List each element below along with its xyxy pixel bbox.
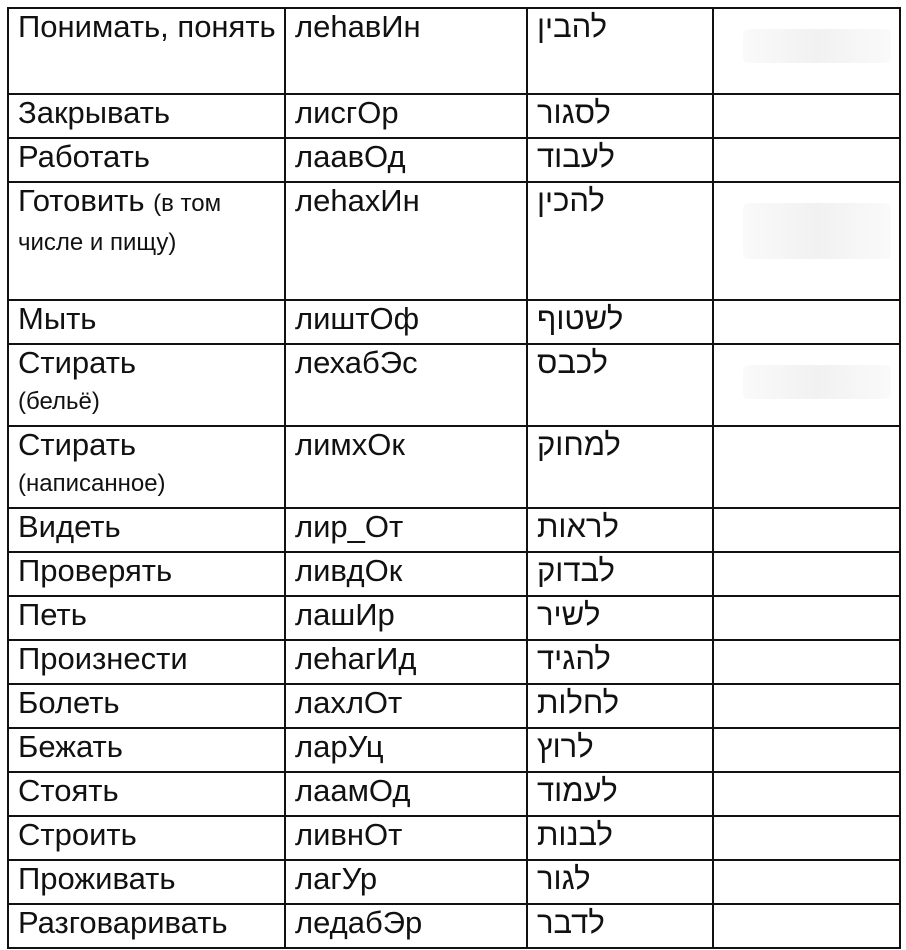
empty-cell xyxy=(713,684,900,728)
russian-word-cell xyxy=(8,426,285,508)
empty-cell xyxy=(713,596,900,640)
hebrew-word-cell xyxy=(527,860,713,904)
table-row xyxy=(8,182,900,300)
hebrew-word: לדבר xyxy=(537,905,605,940)
hebrew-word-cell xyxy=(527,300,713,344)
russian-word: Произнести xyxy=(18,641,188,676)
faded-mark xyxy=(743,203,891,259)
empty-cell xyxy=(713,8,900,94)
transliteration-cell xyxy=(285,596,527,640)
transliteration-cell xyxy=(285,8,527,94)
transliteration: ливнОт xyxy=(295,817,403,852)
russian-word: Проверять xyxy=(18,553,173,588)
table-row xyxy=(8,860,900,904)
table-row xyxy=(8,904,900,948)
transliteration-cell xyxy=(285,138,527,182)
transliteration-cell xyxy=(285,904,527,948)
transliteration-cell xyxy=(285,552,527,596)
transliteration-cell xyxy=(285,728,527,772)
russian-word: Работать xyxy=(18,139,150,174)
hebrew-word: להגיד xyxy=(537,641,611,676)
hebrew-word: לעמוד xyxy=(537,773,618,808)
transliteration: леhавИн xyxy=(295,9,421,44)
empty-cell xyxy=(713,552,900,596)
russian-word: Бежать xyxy=(18,729,123,764)
hebrew-word-cell xyxy=(527,8,713,94)
russian-word-cell xyxy=(8,138,285,182)
empty-cell xyxy=(713,640,900,684)
table-row xyxy=(8,640,900,684)
hebrew-word-cell xyxy=(527,94,713,138)
transliteration: лехабЭс xyxy=(295,345,418,380)
russian-word-cell xyxy=(8,596,285,640)
russian-word: Строить xyxy=(18,817,137,852)
table-row xyxy=(8,552,900,596)
hebrew-word: להכין xyxy=(537,183,605,218)
hebrew-word-cell xyxy=(527,426,713,508)
faded-mark xyxy=(743,29,891,63)
hebrew-word: לרוץ xyxy=(537,729,594,764)
transliteration-cell xyxy=(285,640,527,684)
russian-word-cell xyxy=(8,860,285,904)
hebrew-word-cell xyxy=(527,344,713,426)
empty-cell xyxy=(713,904,900,948)
hebrew-word: לעבוד xyxy=(537,139,615,174)
table-row xyxy=(8,138,900,182)
transliteration-cell xyxy=(285,300,527,344)
transliteration: леhахИн xyxy=(295,183,420,218)
transliteration-cell xyxy=(285,182,527,300)
russian-word-cell xyxy=(8,728,285,772)
transliteration-cell xyxy=(285,684,527,728)
empty-cell xyxy=(713,182,900,300)
vocabulary-table xyxy=(7,7,901,949)
empty-cell xyxy=(713,94,900,138)
russian-word-cell xyxy=(8,182,285,300)
table-row xyxy=(8,344,900,426)
russian-word: Болеть xyxy=(18,685,120,720)
transliteration: лаавОд xyxy=(295,139,406,174)
empty-cell xyxy=(713,508,900,552)
russian-word-cell xyxy=(8,904,285,948)
hebrew-word: לשיר xyxy=(537,597,601,632)
russian-word: Проживать xyxy=(18,861,176,896)
hebrew-word: לגור xyxy=(537,861,591,896)
russian-word-cell xyxy=(8,344,285,426)
transliteration-cell xyxy=(285,816,527,860)
transliteration-cell xyxy=(285,94,527,138)
hebrew-word-cell xyxy=(527,728,713,772)
table-row xyxy=(8,728,900,772)
russian-word: Стирать xyxy=(18,427,137,462)
hebrew-word: למחוק xyxy=(537,427,621,462)
usage-note: (написанное) xyxy=(18,470,166,497)
table-row xyxy=(8,816,900,860)
russian-word: Видеть xyxy=(18,509,121,544)
russian-word-cell xyxy=(8,94,285,138)
table-row xyxy=(8,426,900,508)
usage-note: (в том числе и пищу) xyxy=(18,190,222,256)
hebrew-word-cell xyxy=(527,508,713,552)
transliteration: лир_От xyxy=(295,509,404,544)
russian-word: Понимать, понять xyxy=(18,9,276,44)
transliteration-cell xyxy=(285,508,527,552)
hebrew-word: לחלות xyxy=(537,685,620,720)
transliteration: лахлОт xyxy=(295,685,403,720)
table-row xyxy=(8,8,900,94)
hebrew-word-cell xyxy=(527,904,713,948)
transliteration-cell xyxy=(285,344,527,426)
transliteration: леhагИд xyxy=(295,641,417,676)
empty-cell xyxy=(713,860,900,904)
empty-cell xyxy=(713,300,900,344)
russian-word-cell xyxy=(8,508,285,552)
empty-cell xyxy=(713,138,900,182)
table-row xyxy=(8,772,900,816)
russian-word: Разговаривать xyxy=(18,905,228,940)
empty-cell xyxy=(713,344,900,426)
russian-word-cell xyxy=(8,640,285,684)
transliteration: лагУр xyxy=(295,861,378,896)
russian-word: Закрывать xyxy=(18,95,171,130)
usage-note: (бельё) xyxy=(18,388,100,415)
russian-word: Мыть xyxy=(18,301,97,336)
faded-mark xyxy=(743,365,891,399)
transliteration: лашИр xyxy=(295,597,395,632)
hebrew-word: לכבס xyxy=(537,345,608,380)
transliteration-cell xyxy=(285,426,527,508)
russian-word: Стоять xyxy=(18,773,119,808)
hebrew-word: לבנות xyxy=(537,817,613,852)
hebrew-word: לסגור xyxy=(537,95,611,130)
hebrew-word: להבין xyxy=(537,9,608,44)
hebrew-word-cell xyxy=(527,640,713,684)
russian-word-cell xyxy=(8,772,285,816)
transliteration: лиштОф xyxy=(295,301,420,336)
table-row xyxy=(8,508,900,552)
transliteration: лимхОк xyxy=(295,427,405,462)
transliteration: ларУц xyxy=(295,729,384,764)
vocabulary-table-body xyxy=(8,8,900,948)
transliteration: ливдОк xyxy=(295,553,403,588)
russian-word-cell xyxy=(8,300,285,344)
hebrew-word-cell xyxy=(527,816,713,860)
empty-cell xyxy=(713,816,900,860)
table-row xyxy=(8,596,900,640)
hebrew-word: לבדוק xyxy=(537,553,615,588)
russian-word-cell xyxy=(8,8,285,94)
transliteration: лисгОр xyxy=(295,95,399,130)
empty-cell xyxy=(713,728,900,772)
hebrew-word-cell xyxy=(527,182,713,300)
russian-word: Готовить xyxy=(18,183,145,218)
empty-cell xyxy=(713,772,900,816)
table-row xyxy=(8,94,900,138)
russian-word: Петь xyxy=(18,597,87,632)
empty-cell xyxy=(713,426,900,508)
russian-word: Стирать xyxy=(18,345,137,380)
transliteration-cell xyxy=(285,772,527,816)
hebrew-word-cell xyxy=(527,772,713,816)
hebrew-word-cell xyxy=(527,138,713,182)
hebrew-word: לראות xyxy=(537,509,619,544)
russian-word-cell xyxy=(8,684,285,728)
hebrew-word-cell xyxy=(527,684,713,728)
transliteration: лаамОд xyxy=(295,773,411,808)
hebrew-word-cell xyxy=(527,596,713,640)
table-row xyxy=(8,300,900,344)
russian-word-cell xyxy=(8,552,285,596)
hebrew-word: לשטוף xyxy=(537,301,624,336)
transliteration-cell xyxy=(285,860,527,904)
table-row xyxy=(8,684,900,728)
transliteration: ледабЭр xyxy=(295,905,423,940)
russian-word-cell xyxy=(8,816,285,860)
hebrew-word-cell xyxy=(527,552,713,596)
